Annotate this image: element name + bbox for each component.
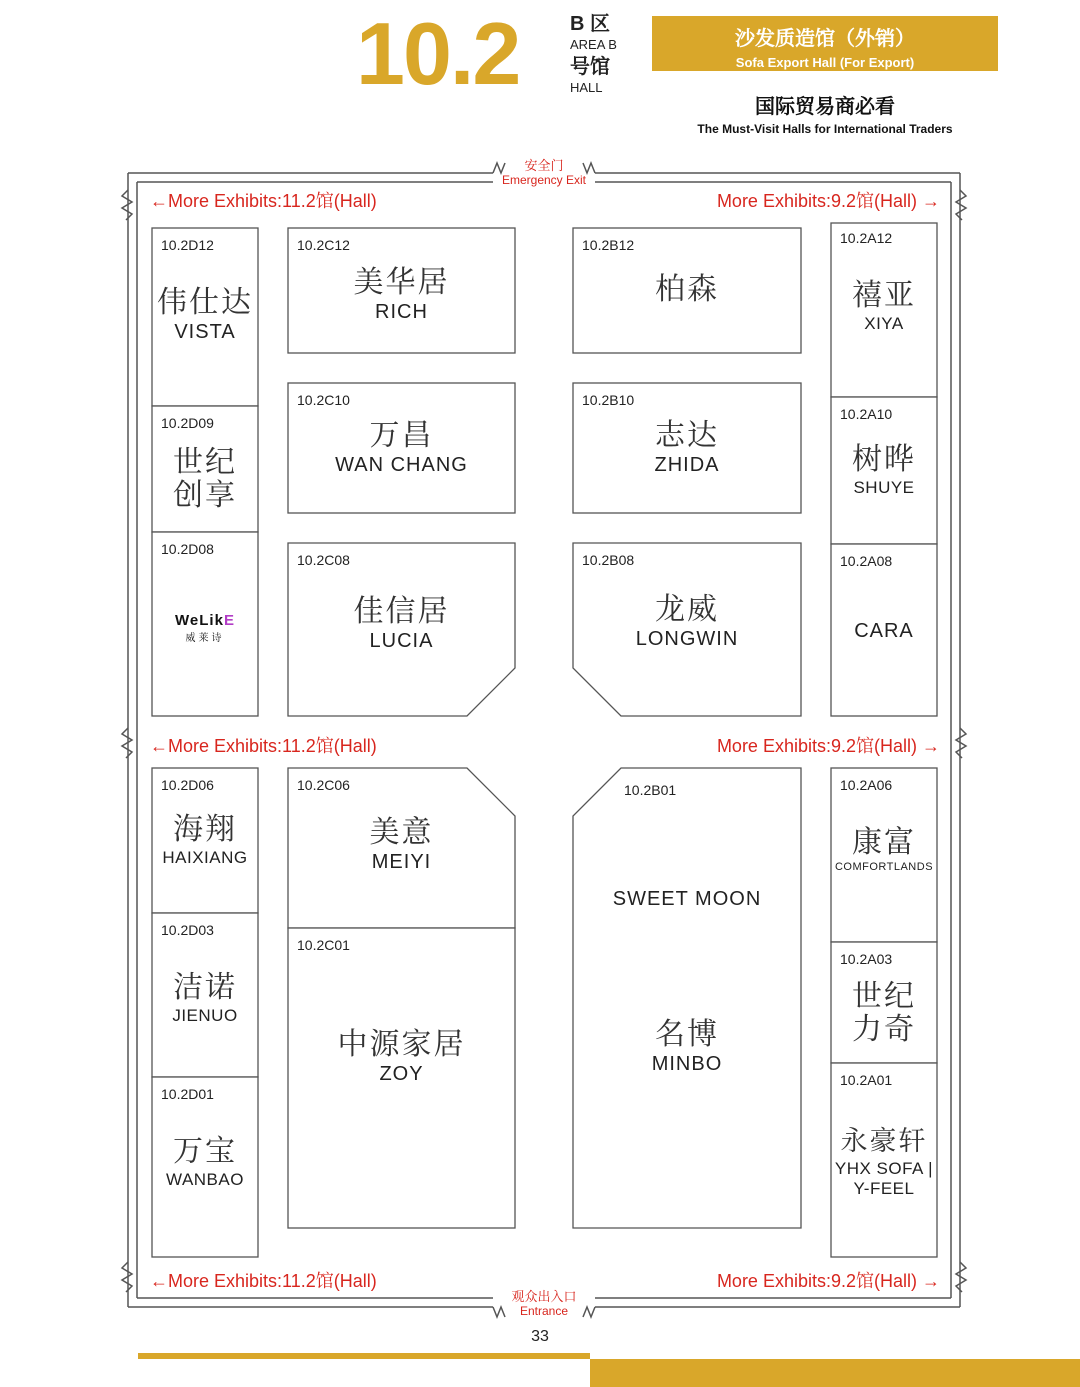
exhibitor-name-en: CARA: [854, 620, 914, 642]
booth-code: 10.2C10: [297, 392, 350, 408]
hall-en: HALL: [570, 80, 603, 95]
more-exhibits-right-top: More Exhibits:9.2馆(Hall) →: [716, 191, 940, 211]
booth-b01[interactable]: [573, 768, 801, 1228]
exhibitor-name-en: YHX SOFA | Y-FEEL: [834, 1158, 934, 1199]
hall-zh: 号馆: [570, 56, 610, 78]
booth-d12[interactable]: [152, 228, 258, 406]
emergency-exit-zh: 安全门: [524, 159, 564, 174]
entrance-zh: 观众出入口: [511, 1290, 577, 1305]
booth-d01[interactable]: [152, 1077, 258, 1257]
exhibitor-name-zh: 龙威: [655, 592, 719, 627]
exhibitor-name-sweet-moon: SWEET MOON: [612, 888, 762, 910]
exhibitor-name-en: WAN CHANG: [335, 454, 468, 476]
booth-code: 10.2D01: [161, 1086, 214, 1102]
booth-a06[interactable]: [831, 768, 937, 942]
exhibitor-name-zh: 中源家居: [337, 1027, 466, 1062]
booth-b08[interactable]: [573, 543, 801, 716]
booth-code: 10.2A01: [840, 1072, 893, 1088]
break-right-bottom: [956, 1262, 966, 1292]
more-exhibits-left-bottom: ←More Exhibits:11.2馆(Hall): [150, 1271, 377, 1291]
break-right-mid: [956, 728, 966, 758]
more-exhibits-left-mid: ←More Exhibits:11.2馆(Hall): [150, 736, 377, 756]
exhibitor-name-en: HAIXIANG: [162, 848, 248, 867]
more-exhibits-left-top: ←More Exhibits:11.2馆(Hall): [150, 191, 377, 211]
logo-subtitle: 威莱诗: [185, 633, 225, 644]
exhibitor-name-en: JIENUO: [172, 1006, 238, 1025]
booth-code: 10.2A06: [840, 777, 893, 793]
booth-d03[interactable]: [152, 913, 258, 1077]
booth-c01[interactable]: [288, 928, 515, 1228]
exhibitor-name-en: WANBAO: [166, 1170, 244, 1189]
exhibitor-name-zh: 万宝: [173, 1134, 237, 1169]
exhibitor-name-zh: 伟仕达: [157, 285, 253, 320]
welike-logo: [152, 612, 258, 644]
booth-code: 10.2D06: [161, 777, 214, 793]
booth-code: 10.2C06: [297, 777, 350, 793]
banner-zh: 沙发质造馆（外销）: [735, 28, 915, 50]
banner-en: Sofa Export Hall (For Export): [735, 55, 915, 70]
emergency-exit-label: [482, 160, 606, 186]
exhibitor-name-en: LONGWIN: [635, 628, 739, 650]
exhibitor-name-zh: 美意: [369, 815, 434, 850]
break-left-bottom: [122, 1262, 132, 1292]
booth-code: 10.2B10: [582, 392, 635, 408]
exhibitor-name-zh: 永豪轩: [840, 1126, 928, 1157]
exhibitor-name-en: RICH: [375, 301, 428, 323]
booth-c12[interactable]: [288, 228, 515, 353]
page-number: 33: [531, 1328, 549, 1345]
break-left-mid: [122, 728, 132, 758]
booth-code: 10.2C01: [297, 937, 350, 953]
footer-bar-thin: [138, 1353, 590, 1359]
booth-code: 10.2B01: [624, 782, 677, 798]
booth-code: 10.2D08: [161, 541, 214, 557]
exhibitor-name-zh: 佳信居: [353, 594, 450, 629]
booth-code: 10.2D09: [161, 415, 214, 431]
booth-code: 10.2C08: [297, 552, 350, 568]
must-visit-zh: 国际贸易商必看: [755, 96, 895, 118]
booth-code: 10.2D12: [161, 237, 214, 253]
more-exhibits-right-bottom: More Exhibits:9.2馆(Hall) →: [716, 1271, 940, 1291]
booth-a01[interactable]: [831, 1063, 937, 1257]
emergency-exit-en: Emergency Exit: [501, 172, 587, 187]
exhibitor-name-zh: 名博: [655, 1017, 719, 1052]
more-exhibits-right-mid: More Exhibits:9.2馆(Hall) →: [716, 736, 940, 756]
exhibitor-name-en: COMFORTLANDS: [834, 861, 934, 873]
break-left-top: [122, 190, 132, 220]
booth-c10[interactable]: [288, 383, 515, 513]
exhibitor-name-zh: 康富: [852, 825, 916, 860]
booth-a10[interactable]: [831, 397, 937, 544]
entrance-label: [482, 1291, 606, 1317]
exhibitor-name-en: VISTA: [174, 321, 236, 343]
booth-a08[interactable]: [831, 544, 937, 716]
booth-b12[interactable]: [573, 228, 801, 353]
booth-code: 10.2D03: [161, 922, 214, 938]
exhibitor-name-zh: 世纪 创享: [173, 445, 237, 513]
exhibitor-name-en: LUCIA: [369, 630, 434, 652]
booth-d06[interactable]: [152, 768, 258, 913]
must-visit-en: The Must-Visit Halls for International Traders: [697, 122, 953, 136]
booth-c08[interactable]: [288, 543, 515, 716]
exhibitor-name-zh: 柏森: [655, 272, 719, 307]
area-zh: B 区: [570, 13, 610, 35]
booth-c06[interactable]: [288, 768, 515, 928]
booth-code: 10.2A03: [840, 951, 893, 967]
booth-b10[interactable]: [573, 383, 801, 513]
area-en: AREA B: [570, 37, 617, 52]
exhibitor-name-en: ZHIDA: [654, 454, 720, 476]
booth-d09[interactable]: [152, 406, 258, 532]
footer-bar-thick: [590, 1359, 1080, 1387]
booth-code: 10.2A12: [840, 230, 893, 246]
exhibitor-name-en: MEIYI: [371, 851, 432, 873]
exhibitor-name-en: XIYA: [864, 314, 904, 333]
exhibitor-name-zh: 世纪 力奇: [852, 979, 916, 1047]
booth-code: 10.2B08: [582, 552, 635, 568]
booth-code: 10.2C12: [297, 237, 350, 253]
exhibitor-name-zh: 志达: [655, 418, 719, 453]
booth-d08[interactable]: [152, 532, 258, 716]
exhibitor-name-zh: 万昌: [369, 418, 434, 453]
exhibitor-name-en: ZOY: [379, 1063, 424, 1085]
booth-a03[interactable]: [831, 942, 937, 1063]
hall-number: 10.2: [356, 4, 520, 103]
booth-code: 10.2A08: [840, 553, 893, 569]
exhibitor-name-en: SHUYE: [853, 478, 915, 497]
booth-code: 10.2A10: [840, 406, 893, 422]
logo-wordmark: WeLikE: [175, 612, 235, 629]
exhibitor-name-zh: 海翔: [173, 812, 237, 847]
exhibitor-name-zh: 树晔: [852, 442, 916, 477]
booth-code: 10.2B12: [582, 237, 635, 253]
exhibitor-name-zh: 美华居: [353, 265, 450, 300]
break-right-top: [956, 190, 966, 220]
exhibitor-name-zh: 洁诺: [173, 970, 237, 1005]
entrance-en: Entrance: [519, 1303, 569, 1318]
exhibitor-name-zh: 禧亚: [852, 278, 916, 313]
exhibitor-name-en: MINBO: [651, 1053, 723, 1075]
booth-a12[interactable]: [831, 223, 937, 397]
